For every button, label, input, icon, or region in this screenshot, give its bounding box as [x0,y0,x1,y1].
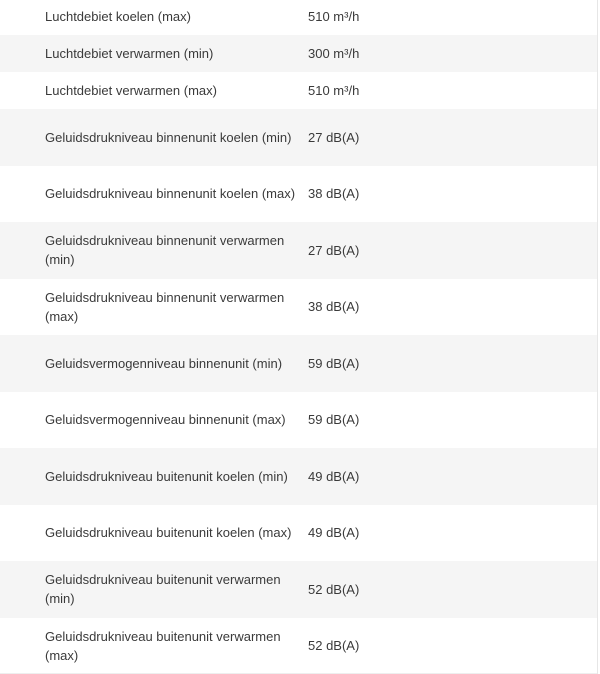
spec-row [0,448,597,505]
spec-row [0,72,597,109]
spec-row [0,505,597,562]
spec-row [0,35,597,72]
spec-label: Geluidsdrukniveau buitenunit koelen (max) [45,525,292,541]
spec-label: Geluidsdrukniveau buitenunit verwarmen (max) [45,628,281,663]
spec-row [0,166,597,223]
right-border-divider [597,0,598,674]
spec-label: Luchtdebiet verwarmen (min) [45,46,214,61]
spec-value: 49 dB(A) [308,468,360,484]
spec-label: Geluidsvermogenniveau binnenunit (max) [45,412,286,428]
spec-label: Geluidsdrukniveau buitenunit koelen (min) [45,468,288,484]
spec-label: Geluidsvermogenniveau binnenunit (min) [45,355,283,371]
spec-row [0,0,597,35]
spec-label: Luchtdebiet verwarmen (max) [45,83,217,98]
spec-value: 59 dB(A) [308,355,360,371]
spec-value: 510 m³/h [308,9,360,24]
spec-label: Geluidsdrukniveau binnenunit koelen (min) [45,129,292,145]
spec-row [0,561,597,618]
spec-row [0,222,597,279]
spec-row [0,335,597,392]
spec-value: 27 dB(A) [308,242,360,258]
spec-value: 300 m³/h [308,46,360,61]
spec-value: 49 dB(A) [308,525,360,541]
spec-value: 38 dB(A) [308,186,360,202]
spec-value: 510 m³/h [308,83,360,98]
spec-row [0,279,597,336]
spec-value: 38 dB(A) [308,299,360,315]
spec-label: Geluidsdrukniveau buitenunit verwarmen (min) [45,572,281,607]
spec-row [0,392,597,449]
spec-value: 52 dB(A) [308,638,360,654]
spec-value: 27 dB(A) [308,129,360,145]
spec-label: Luchtdebiet koelen (max) [45,9,191,24]
spec-value: 52 dB(A) [308,581,360,597]
spec-label: Geluidsdrukniveau binnenunit koelen (max) [45,186,296,202]
spec-label: Geluidsdrukniveau binnenunit verwarmen (max) [45,289,285,324]
spec-label: Geluidsdrukniveau binnenunit verwarmen (min) [45,233,285,268]
spec-row [0,109,597,166]
spec-value: 59 dB(A) [308,412,360,428]
spec-row [0,618,597,674]
